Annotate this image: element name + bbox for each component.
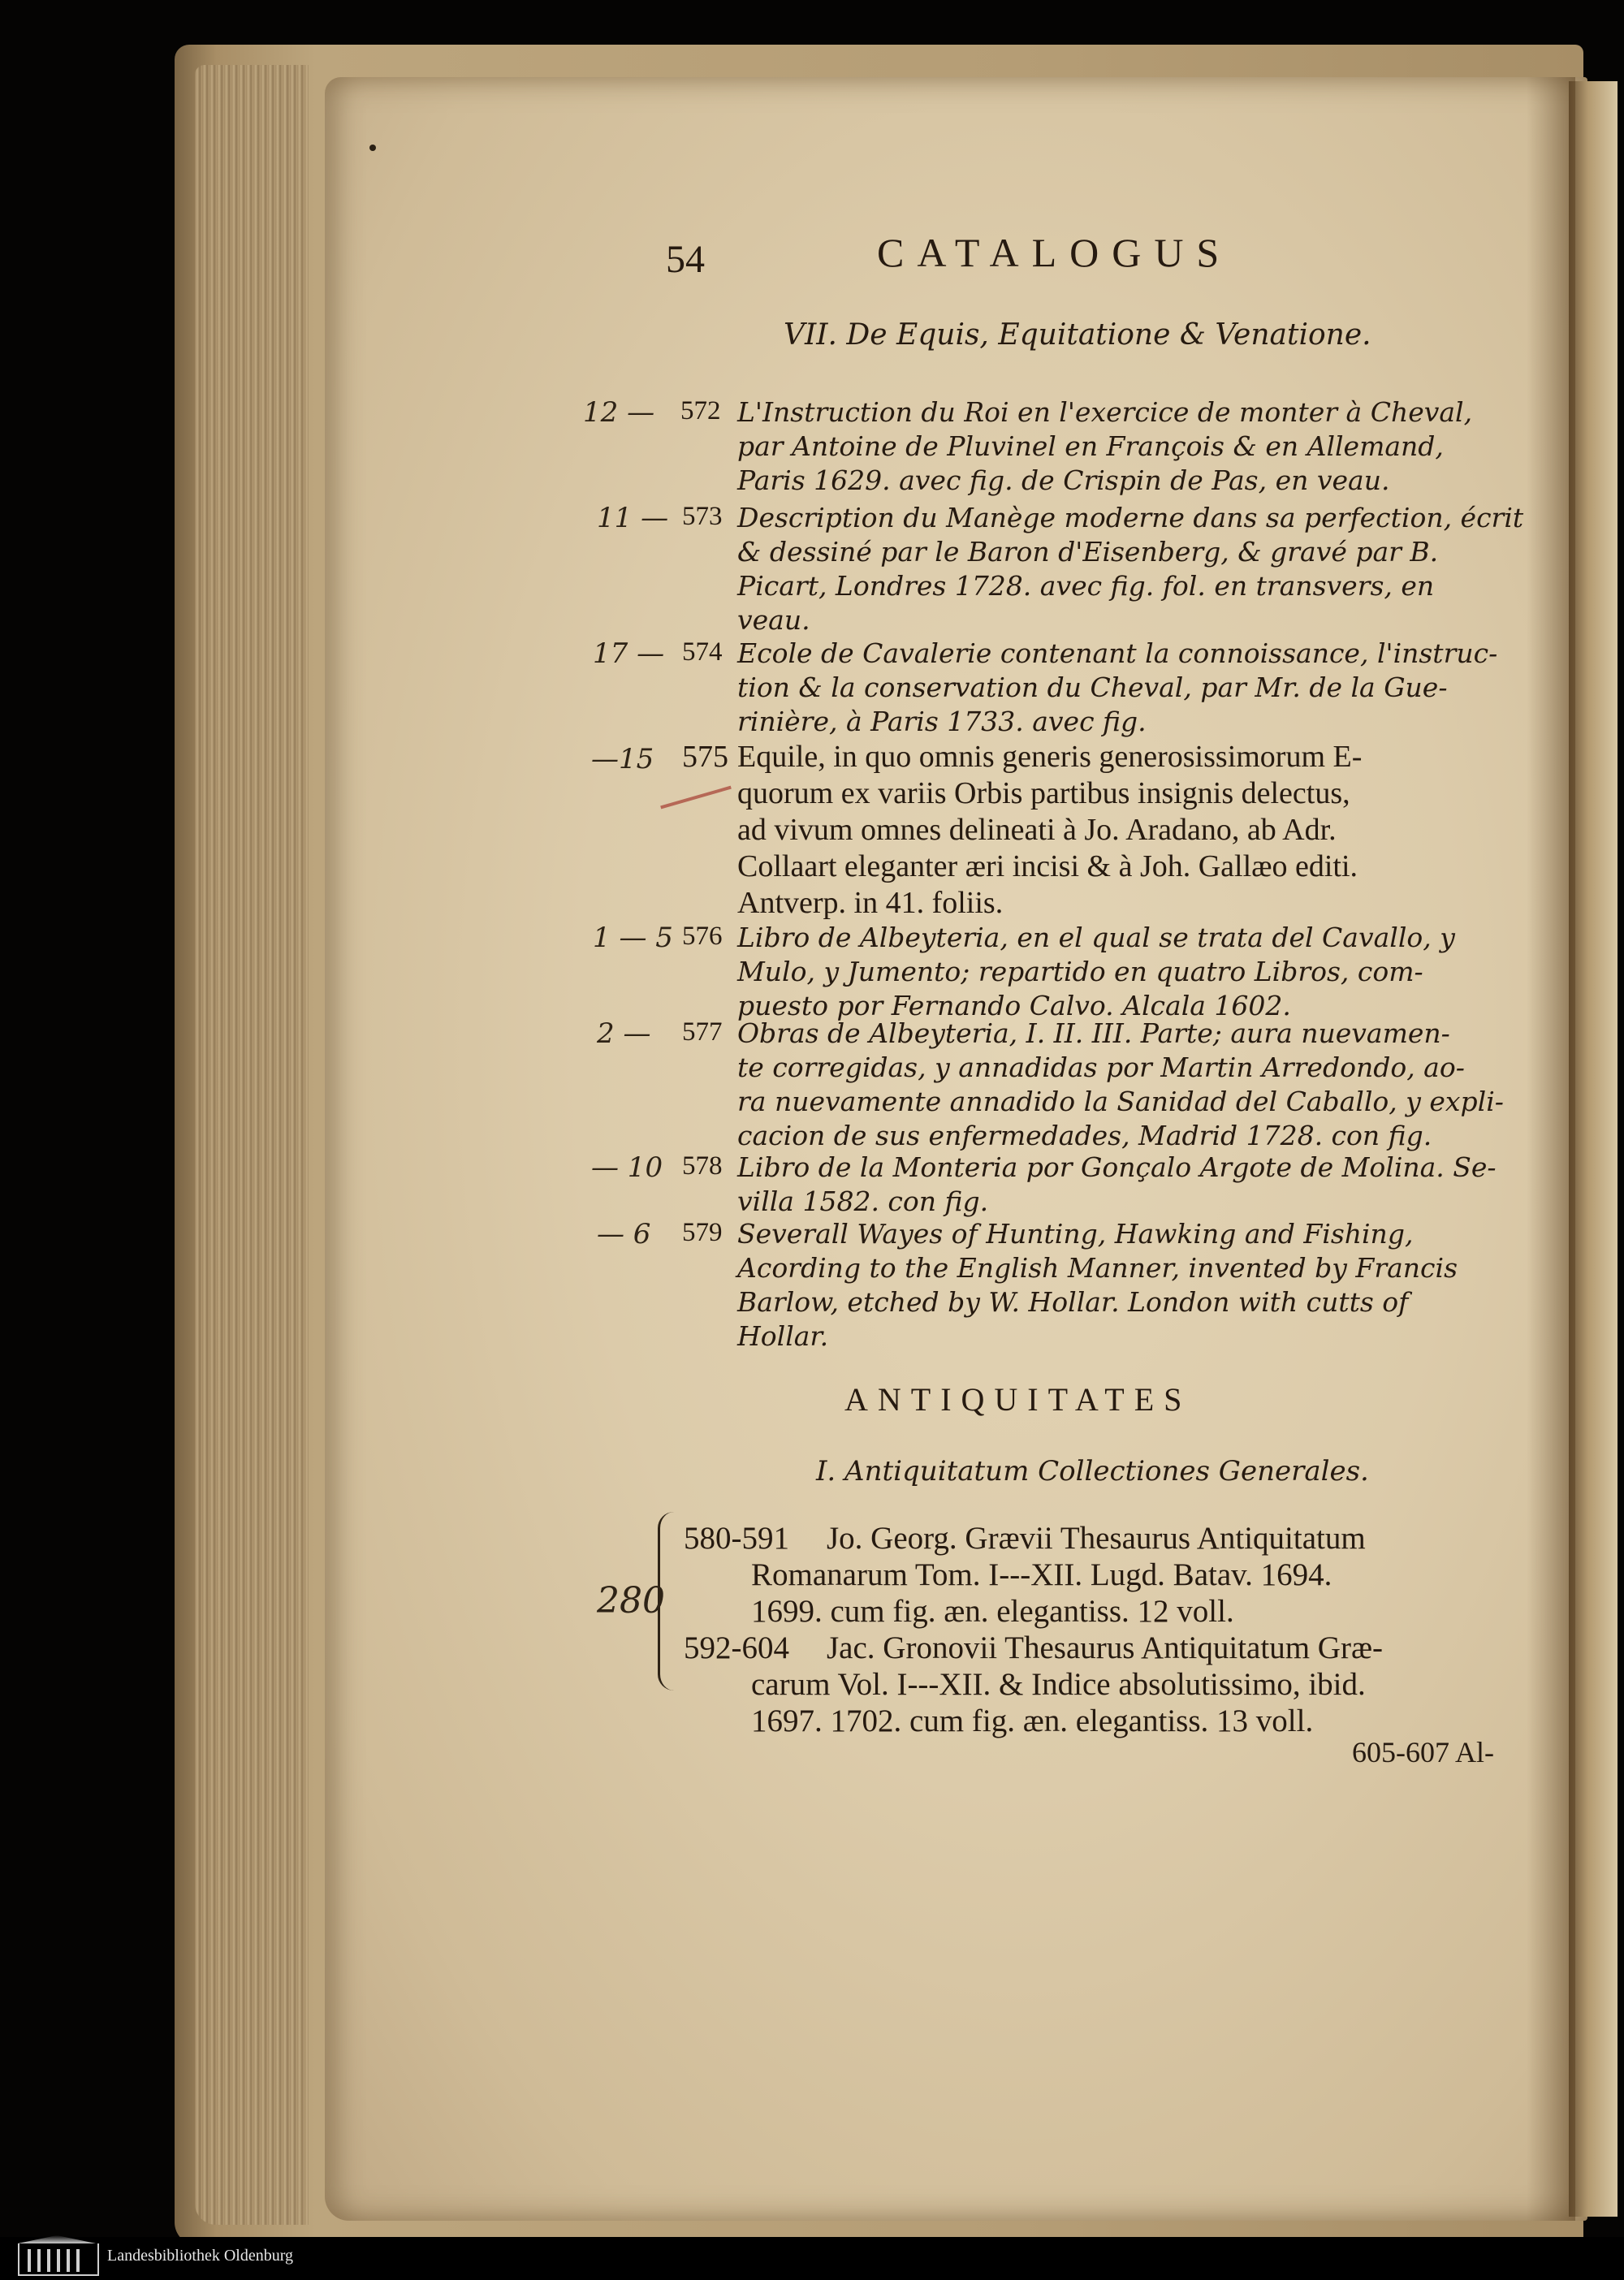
- library-logo-columns: [28, 2249, 86, 2272]
- entry-line: 1699. cum fig. æn. elegantiss. 12 voll.: [751, 1594, 1234, 1629]
- facing-page-edge: [1569, 81, 1618, 2217]
- entry-line: Description du Manège moderne dans sa perfection, écrit: [737, 502, 1524, 533]
- entry-line: Libro de la Monteria por Gonçalo Argote de Molina. Se-: [737, 1151, 1497, 1183]
- subsection-title: I. Antiquitatum Collectiones Generales.: [816, 1455, 1369, 1488]
- handwritten-price: 2 —: [597, 1017, 651, 1050]
- entry-range: 592-604: [684, 1630, 789, 1665]
- handwritten-price: 11 —: [597, 502, 669, 534]
- entry-line: par Antoine de Pluvinel en François & en Allemand,: [737, 430, 1444, 462]
- handwritten-price: 1 — 5: [593, 922, 673, 954]
- handwritten-total: 280: [597, 1580, 665, 1621]
- gutter-shadow: [1527, 77, 1575, 2221]
- entry-line: Jo. Georg. Grævii Thesaurus Antiquitatum: [827, 1521, 1366, 1556]
- entry-line: Hollar.: [737, 1320, 829, 1352]
- entry-line: ad vivum omnes delineati à Jo. Aradano, ab Adr.: [737, 813, 1337, 847]
- entry-line: Mulo, y Jumento; repartido en quatro Libros, com-: [737, 956, 1423, 987]
- entry-line: veau.: [737, 604, 810, 636]
- entry-number: 576: [682, 922, 723, 951]
- entry-line: 1697. 1702. cum fig. æn. elegantiss. 13 voll.: [751, 1704, 1314, 1738]
- entry-line: Libro de Albeyteria, en el qual se trata del Cavallo, y: [737, 922, 1455, 953]
- entry-number: 577: [682, 1017, 723, 1047]
- entry-line: ra nuevamente annadido la Sanidad del Caballo, y expli-: [737, 1086, 1504, 1117]
- entry-line: Severall Wayes of Hunting, Hawking and Fishing,: [737, 1218, 1414, 1250]
- page-edges: [195, 65, 309, 2225]
- handwritten-price: — 10: [591, 1151, 663, 1184]
- entry-line: Antverp. in 41. foliis.: [737, 886, 1004, 920]
- entry-line: Obras de Albeyteria, I. II. III. Parte; aura nuevamen-: [737, 1017, 1450, 1049]
- entry-line: Barlow, etched by W. Hollar. London with cutts of: [737, 1286, 1409, 1318]
- entry-number: 579: [682, 1218, 723, 1247]
- entry-line: tion & la conservation du Cheval, par Mr. de la Gue-: [737, 671, 1448, 703]
- entry-number: 572: [680, 396, 721, 425]
- entry-line: Picart, Londres 1728. avec fig. fol. en transvers, en: [737, 570, 1435, 602]
- entry-line: Acording to the English Manner, invented by Francis: [737, 1252, 1458, 1284]
- library-name: Landesbibliothek Oldenburg: [107, 2247, 294, 2265]
- entry-line: Ecole de Cavalerie contenant la connoissance, l'instruc-: [737, 637, 1498, 669]
- entry-line: villa 1582. con fig.: [737, 1185, 989, 1217]
- running-head: CATALOGUS: [877, 230, 1233, 275]
- entry-line: Jac. Gronovii Thesaurus Antiquitatum Græ-: [827, 1630, 1383, 1665]
- entry-line: rinière, à Paris 1733. avec fig.: [737, 706, 1147, 737]
- page-number: 54: [666, 238, 705, 281]
- handwritten-price: — 6: [597, 1218, 651, 1250]
- entry-line: & dessiné par le Baron d'Eisenberg, & gravé par B.: [737, 536, 1439, 568]
- entry-line: Collaart eleganter æri incisi & à Joh. Gallæo editi.: [737, 849, 1358, 883]
- entry-line: L'Instruction du Roi en l'exercice de monter à Cheval,: [737, 396, 1473, 428]
- entry-line: Equile, in quo omnis generis generosissimorum E-: [737, 740, 1363, 774]
- entry-line: Paris 1629. avec fig. de Crispin de Pas, en veau.: [737, 464, 1390, 496]
- entry-range: 580-591: [684, 1521, 789, 1556]
- entry-line: cacion de sus enfermedades, Madrid 1728. con fig.: [737, 1120, 1432, 1151]
- entry-line: te corregidas, y annadidas por Martin Arredondo, ao-: [737, 1051, 1465, 1083]
- section-title: VII. De Equis, Equitatione & Venatione.: [784, 318, 1371, 352]
- entry-number: 575: [682, 740, 728, 774]
- entry-number: 574: [682, 637, 723, 667]
- part-title: ANTIQUITATES: [844, 1381, 1192, 1418]
- entry-line: carum Vol. I---XII. & Indice absolutissimo, ibid.: [751, 1667, 1366, 1702]
- entry-line: Romanarum Tom. I---XII. Lugd. Batav. 1694.: [751, 1557, 1332, 1592]
- ink-dot: [369, 145, 376, 151]
- handwritten-price: 12 —: [583, 396, 655, 429]
- entry-number: 578: [682, 1151, 723, 1181]
- entry-number: 573: [682, 502, 723, 531]
- entry-line: puesto por Fernando Calvo. Alcala 1602.: [737, 990, 1291, 1021]
- catchword: 605-607 Al-: [1352, 1736, 1494, 1768]
- handwritten-price: 17 —: [593, 637, 665, 670]
- handwritten-price: —15: [591, 743, 654, 775]
- entry-line: quorum ex variis Orbis partibus insignis delectus,: [737, 776, 1350, 810]
